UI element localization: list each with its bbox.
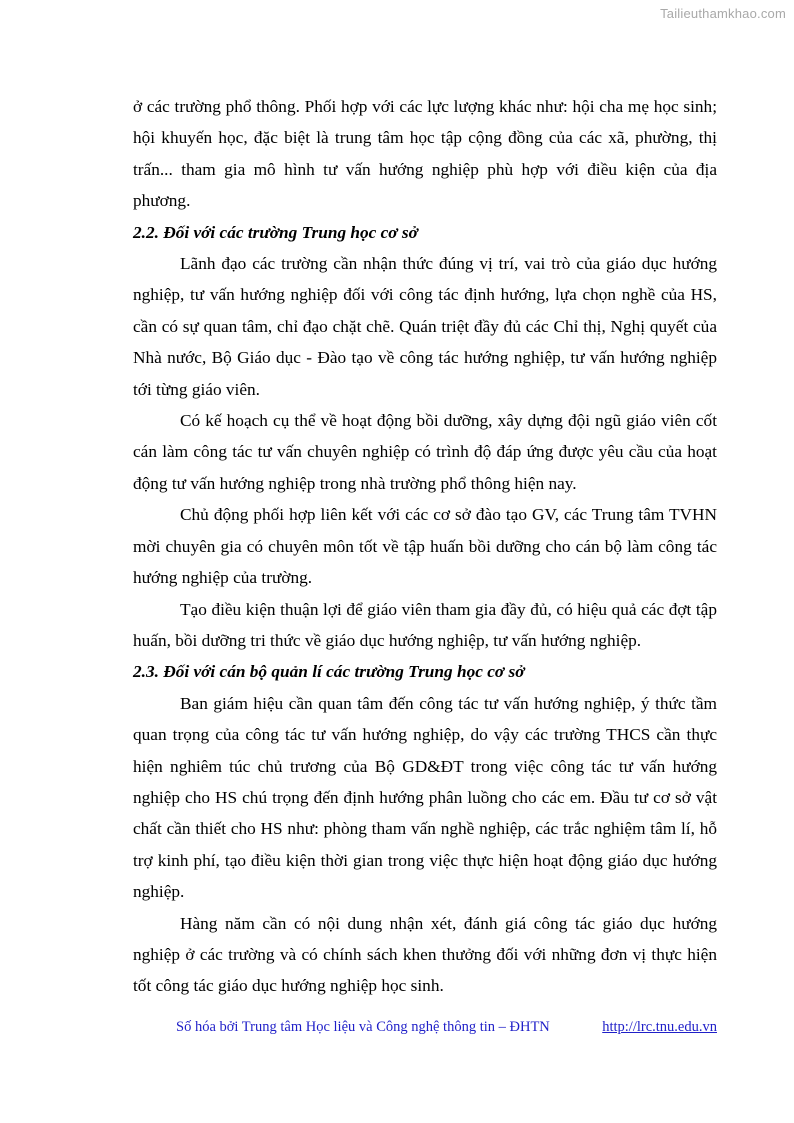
section-heading-2-3: 2.3. Đối với cán bộ quản lí các trường Trung học cơ sở — [133, 662, 525, 682]
watermark-text: Tailieuthamkhao.com — [660, 6, 786, 21]
paragraph-leadership: Lãnh đạo các trường cần nhận thức đúng vị trí, vai trò của giáo dục hướng nghiệp, tư vấn hướng nghiệp đối với công tác định hướng, lựa chọn nghề của HS, cần có sự quan tâm, chỉ đạo chặt chẽ. Quán triệt đầy đủ các Chỉ thị, Nghị quyết của Nhà nước, Bộ Giáo dục - Đào tạo về công tác hướng nghiệp, tư vấn hướng nghiệp tới từng giáo viên. — [133, 254, 717, 399]
section-heading-2-2: 2.2. Đối với các trường Trung học cơ sở — [133, 222, 418, 242]
paragraph-intro: ở các trường phổ thông. Phối hợp với các lực lượng khác như: hội cha mẹ học sinh; hội khuyến học, đặc biệt là trung tâm học tập cộng đồng của các xã, phường, thị trấn... tham gia mô hình tư vấn hướng nghiệp phù hợp với điều kiện của địa phương. — [133, 97, 717, 211]
footer-credit: Số hóa bởi Trung tâm Học liệu và Công nghệ thông tin – ĐHTN — [176, 1019, 550, 1035]
paragraph-cooperation: Chủ động phối hợp liên kết với các cơ sở đào tạo GV, các Trung tâm TVHN mời chuyên gia có chuyên môn tốt về tập huấn bồi dưỡng cho cán bộ làm công tác hướng nghiệp của trường. — [133, 505, 717, 588]
paragraph-evaluation: Hàng năm cần có nội dung nhận xét, đánh giá công tác giáo dục hướng nghiệp ở các trường và có chính sách khen thưởng đối với những đơn vị thực hiện tốt công tác giáo dục hướng nghiệp học sinh. — [133, 913, 717, 996]
footer-link[interactable]: http://lrc.tnu.edu.vn — [602, 1019, 717, 1035]
paragraph-management: Ban giám hiệu cần quan tâm đến công tác tư vấn hướng nghiệp, ý thức tầm quan trọng của công tác tư vấn hướng nghiệp, do vậy các trường THCS cần thực hiện nghiêm túc chủ trương của Bộ GD&ĐT trong việc công tác tư vấn hướng nghiệp cho HS chú trọng đến định hướng phân luồng cho các em. Đầu tư cơ sở vật chất cần thiết cho HS như: phòng tham vấn nghề nghiệp, các trắc nghiệm tâm lí, hỗ trợ kinh phí, tạo điều kiện thời gian trong việc thực hiện hoạt động giáo dục hướng nghiệp. — [133, 693, 717, 902]
paragraph-conditions: Tạo điều kiện thuận lợi để giáo viên tham gia đầy đủ, có hiệu quả các đợt tập huấn, bồi dưỡng tri thức về giáo dục hướng nghiệp, tư vấn hướng nghiệp. — [133, 599, 717, 650]
paragraph-training-plan: Có kế hoạch cụ thể về hoạt động bồi dưỡng, xây dựng đội ngũ giáo viên cốt cán làm công tác tư vấn chuyên nghiệp có trình độ đáp ứng được yêu cầu của hoạt động tư vấn hướng nghiệp trong nhà trường phổ thông hiện nay. — [133, 411, 717, 493]
document-body — [133, 91, 717, 1002]
